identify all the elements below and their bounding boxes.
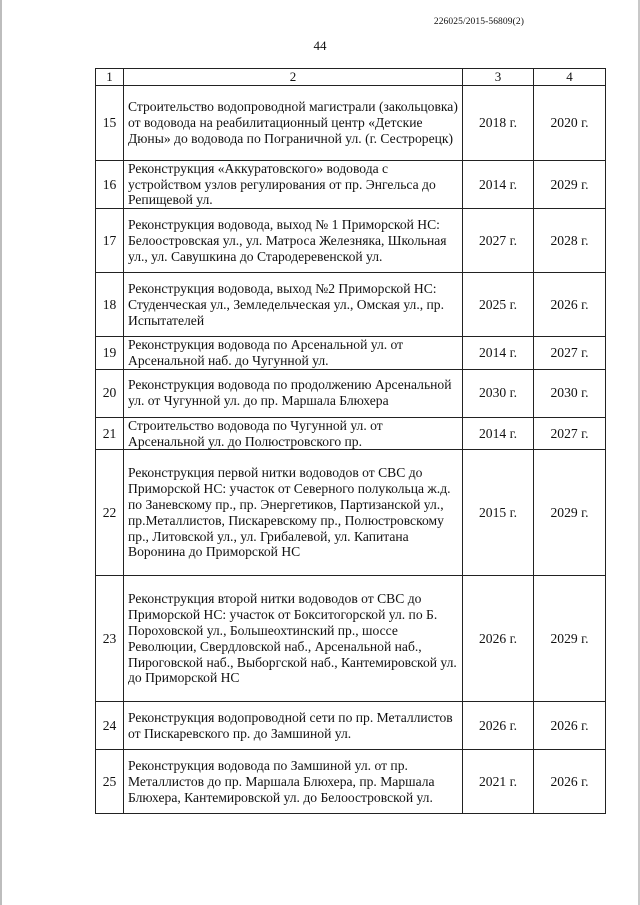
row-number: 21 — [96, 417, 124, 450]
table-row — [96, 209, 606, 273]
end-year: 2026 г. — [534, 273, 606, 337]
row-number: 18 — [96, 273, 124, 337]
construction-schedule-table — [95, 68, 606, 814]
table-row — [96, 450, 606, 576]
row-number: 23 — [96, 576, 124, 702]
start-year: 2025 г. — [463, 273, 534, 337]
row-number: 17 — [96, 209, 124, 273]
table-row — [96, 417, 606, 450]
project-description: Реконструкция второй нитки водоводов от СВС до Приморской НС: участок от Бокситогорской ул. по Б. Пороховской ул., Большеохтинский пр., шоссе Революции, Свердловской наб., Арсенальной наб., Пироговской наб., Выборгской наб., Кантемировской ул. до Приморской НС — [124, 576, 463, 702]
end-year: 2030 г. — [534, 369, 606, 417]
header-cell-3: 3 — [463, 69, 534, 86]
start-year: 2014 г. — [463, 160, 534, 208]
end-year: 2028 г. — [534, 209, 606, 273]
table-body — [96, 69, 606, 814]
header-cell-4: 4 — [534, 69, 606, 86]
document-code: 226025/2015-56809(2) — [433, 17, 524, 27]
end-year: 2027 г. — [534, 337, 606, 370]
project-description: Реконструкция водовода, выход № 1 Приморской НС: Белоостровская ул., ул. Матроса Железняка, Школьная ул., ул. Савушкина до Стародеревенской ул. — [124, 209, 463, 273]
table-row — [96, 85, 606, 160]
project-description: Реконструкция «Аккуратовского» водовода с устройством узлов регулирования от пр. Энгельса до Репищевой ул. — [124, 160, 463, 208]
start-year: 2027 г. — [463, 209, 534, 273]
project-description: Реконструкция первой нитки водоводов от СВС до Приморской НС: участок от Северного полукольца ж.д. по Заневскому пр., пр. Энергетиков, Партизанской ул., пр.Металлистов, Пискаревскому пр., Полюстровскому пр., Литовской ул., ул. Грибалевой, ул. Капитана Воронина до Приморской НС — [124, 450, 463, 576]
row-number: 19 — [96, 337, 124, 370]
start-year: 2015 г. — [463, 450, 534, 576]
row-number: 24 — [96, 702, 124, 750]
project-description: Реконструкция водовода по продолжению Арсенальной ул. от Чугунной ул. до пр. Маршала Блюхера — [124, 369, 463, 417]
start-year: 2021 г. — [463, 750, 534, 814]
scan-edge-left — [0, 0, 2, 905]
end-year: 2027 г. — [534, 417, 606, 450]
start-year: 2026 г. — [463, 702, 534, 750]
project-description: Реконструкция водовода, выход №2 Приморской НС: Студенческая ул., Земледельческая ул., Омская ул., пр. Испытателей — [124, 273, 463, 337]
start-year: 2014 г. — [463, 417, 534, 450]
end-year: 2020 г. — [534, 85, 606, 160]
end-year: 2026 г. — [534, 750, 606, 814]
row-number: 25 — [96, 750, 124, 814]
table-row — [96, 273, 606, 337]
row-number: 22 — [96, 450, 124, 576]
start-year: 2014 г. — [463, 337, 534, 370]
end-year: 2029 г. — [534, 450, 606, 576]
end-year: 2029 г. — [534, 160, 606, 208]
start-year: 2018 г. — [463, 85, 534, 160]
project-description: Строительство водопроводной магистрали (закольцовка) от водовода на реабилитационный центр «Детские Дюны» до водовода по Пограничной ул. (г. Сестрорецк) — [124, 85, 463, 160]
project-description: Реконструкция водовода по Арсенальной ул. от Арсенальной наб. до Чугунной ул. — [124, 337, 463, 370]
row-number: 20 — [96, 369, 124, 417]
end-year: 2026 г. — [534, 702, 606, 750]
table-row — [96, 576, 606, 702]
row-number: 15 — [96, 85, 124, 160]
table-row — [96, 160, 606, 208]
table-row — [96, 750, 606, 814]
header-cell-1: 1 — [96, 69, 124, 86]
header-cell-2: 2 — [124, 69, 463, 86]
start-year: 2030 г. — [463, 369, 534, 417]
table-row — [96, 369, 606, 417]
project-description: Строительство водовода по Чугунной ул. от Арсенальной ул. до Полюстровского пр. — [124, 417, 463, 450]
end-year: 2029 г. — [534, 576, 606, 702]
table-row — [96, 337, 606, 370]
page-number: 44 — [313, 38, 327, 53]
table-header-row — [96, 69, 606, 86]
start-year: 2026 г. — [463, 576, 534, 702]
row-number: 16 — [96, 160, 124, 208]
project-description: Реконструкция водовода по Замшиной ул. от пр. Металлистов до пр. Маршала Блюхера, пр. Маршала Блюхера, Кантемировской ул. до Белоостровской ул. — [124, 750, 463, 814]
table-row — [96, 702, 606, 750]
project-description: Реконструкция водопроводной сети по пр. Металлистов от Пискаревского пр. до Замшиной ул. — [124, 702, 463, 750]
